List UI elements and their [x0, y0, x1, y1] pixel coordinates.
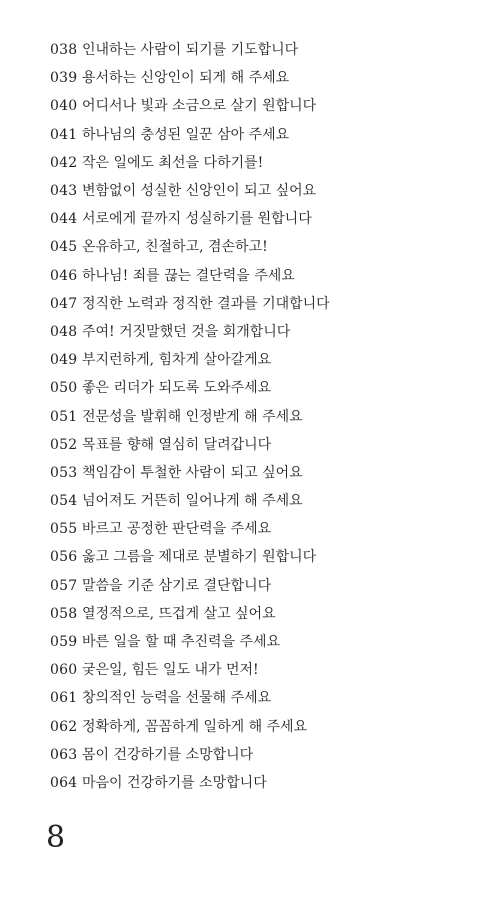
list-item: [50, 92, 330, 120]
item-number: 059: [50, 634, 78, 651]
item-title: 넘어져도 거뜬히 일어나게 해 주세요: [82, 493, 303, 510]
item-number: 038: [50, 42, 78, 59]
item-title: 열정적으로, 뜨겁게 살고 싶어요: [82, 605, 276, 622]
item-number: 052: [50, 436, 78, 453]
list-item: [50, 318, 330, 346]
item-number: 044: [50, 211, 78, 228]
list-item: [50, 121, 330, 149]
item-title: 목표를 향해 열심히 달려갑니다: [82, 436, 272, 453]
item-title: 옳고 그름을 제대로 분별하기 원합니다: [82, 549, 317, 566]
item-number: 061: [50, 690, 78, 707]
list-item: [50, 402, 330, 430]
item-number: 056: [50, 549, 78, 566]
list-item: [50, 64, 330, 92]
table-of-contents-list: [50, 36, 330, 797]
list-item: [50, 656, 330, 684]
item-title: 몸이 건강하기를 소망합니다: [82, 746, 254, 763]
item-number: 062: [50, 718, 78, 735]
list-item: [50, 346, 330, 374]
list-item: [50, 290, 330, 318]
item-title: 정확하게, 꼼꼼하게 일하게 해 주세요: [82, 718, 308, 735]
item-number: 060: [50, 662, 78, 679]
item-number: 055: [50, 521, 78, 538]
item-number: 054: [50, 493, 78, 510]
item-number: 045: [50, 239, 78, 256]
item-number: 058: [50, 605, 78, 622]
list-item: [50, 374, 330, 402]
list-item: [50, 459, 330, 487]
list-item: [50, 262, 330, 290]
item-number: 053: [50, 464, 78, 481]
item-number: 047: [50, 295, 78, 312]
list-item: [50, 205, 330, 233]
list-item: [50, 543, 330, 571]
item-title: 인내하는 사람이 되기를 기도합니다: [82, 42, 299, 59]
item-title: 변함없이 성실한 신앙인이 되고 싶어요: [82, 183, 317, 200]
item-number: 050: [50, 380, 78, 397]
list-item: [50, 572, 330, 600]
item-title: 어디서나 빛과 소금으로 살기 원합니다: [82, 98, 317, 115]
list-item: [50, 177, 330, 205]
item-number: 040: [50, 98, 78, 115]
item-title: 궂은일, 힘든 일도 내가 먼저!: [82, 662, 259, 679]
item-title: 전문성을 발휘해 인정받게 해 주세요: [82, 408, 303, 425]
item-title: 하나님! 죄를 끊는 결단력을 주세요: [82, 267, 295, 284]
item-title: 서로에게 끝까지 성실하기를 원합니다: [82, 211, 312, 228]
item-number: 039: [50, 70, 78, 87]
item-title: 바르고 공정한 판단력을 주세요: [82, 521, 272, 538]
list-item: [50, 36, 330, 64]
list-item: [50, 487, 330, 515]
page-number: 8: [46, 820, 66, 855]
item-title: 마음이 건강하기를 소망합니다: [82, 774, 267, 791]
item-number: 046: [50, 267, 78, 284]
item-title: 용서하는 신앙인이 되게 해 주세요: [82, 70, 290, 87]
item-title: 말씀을 기준 삼기로 결단합니다: [82, 577, 272, 594]
item-number: 064: [50, 774, 78, 791]
list-item: [50, 684, 330, 712]
list-item: [50, 149, 330, 177]
list-item: [50, 431, 330, 459]
item-number: 042: [50, 154, 78, 171]
item-title: 온유하고, 친절하고, 겸손하고!: [82, 239, 268, 256]
item-title: 작은 일에도 최선을 다하기를!: [82, 154, 264, 171]
item-number: 057: [50, 577, 78, 594]
list-item: [50, 628, 330, 656]
list-item: [50, 769, 330, 797]
item-number: 043: [50, 183, 78, 200]
item-title: 좋은 리더가 되도록 도와주세요: [82, 380, 272, 397]
item-title: 정직한 노력과 정직한 결과를 기대합니다: [82, 295, 330, 312]
item-title: 바른 일을 할 때 추진력을 주세요: [82, 634, 281, 651]
item-title: 주여! 거짓말했던 것을 회개합니다: [82, 323, 291, 340]
list-item: [50, 515, 330, 543]
item-number: 063: [50, 746, 78, 763]
item-title: 책임감이 투철한 사람이 되고 싶어요: [82, 464, 303, 481]
list-item: [50, 233, 330, 261]
item-title: 창의적인 능력을 선물해 주세요: [82, 690, 272, 707]
item-title: 부지런하게, 힘차게 살아갈게요: [82, 352, 272, 369]
item-number: 049: [50, 352, 78, 369]
list-item: [50, 600, 330, 628]
item-number: 051: [50, 408, 78, 425]
item-number: 048: [50, 323, 78, 340]
list-item: [50, 713, 330, 741]
item-number: 041: [50, 126, 78, 143]
item-title: 하나님의 충성된 일꾼 삼아 주세요: [82, 126, 290, 143]
list-item: [50, 741, 330, 769]
